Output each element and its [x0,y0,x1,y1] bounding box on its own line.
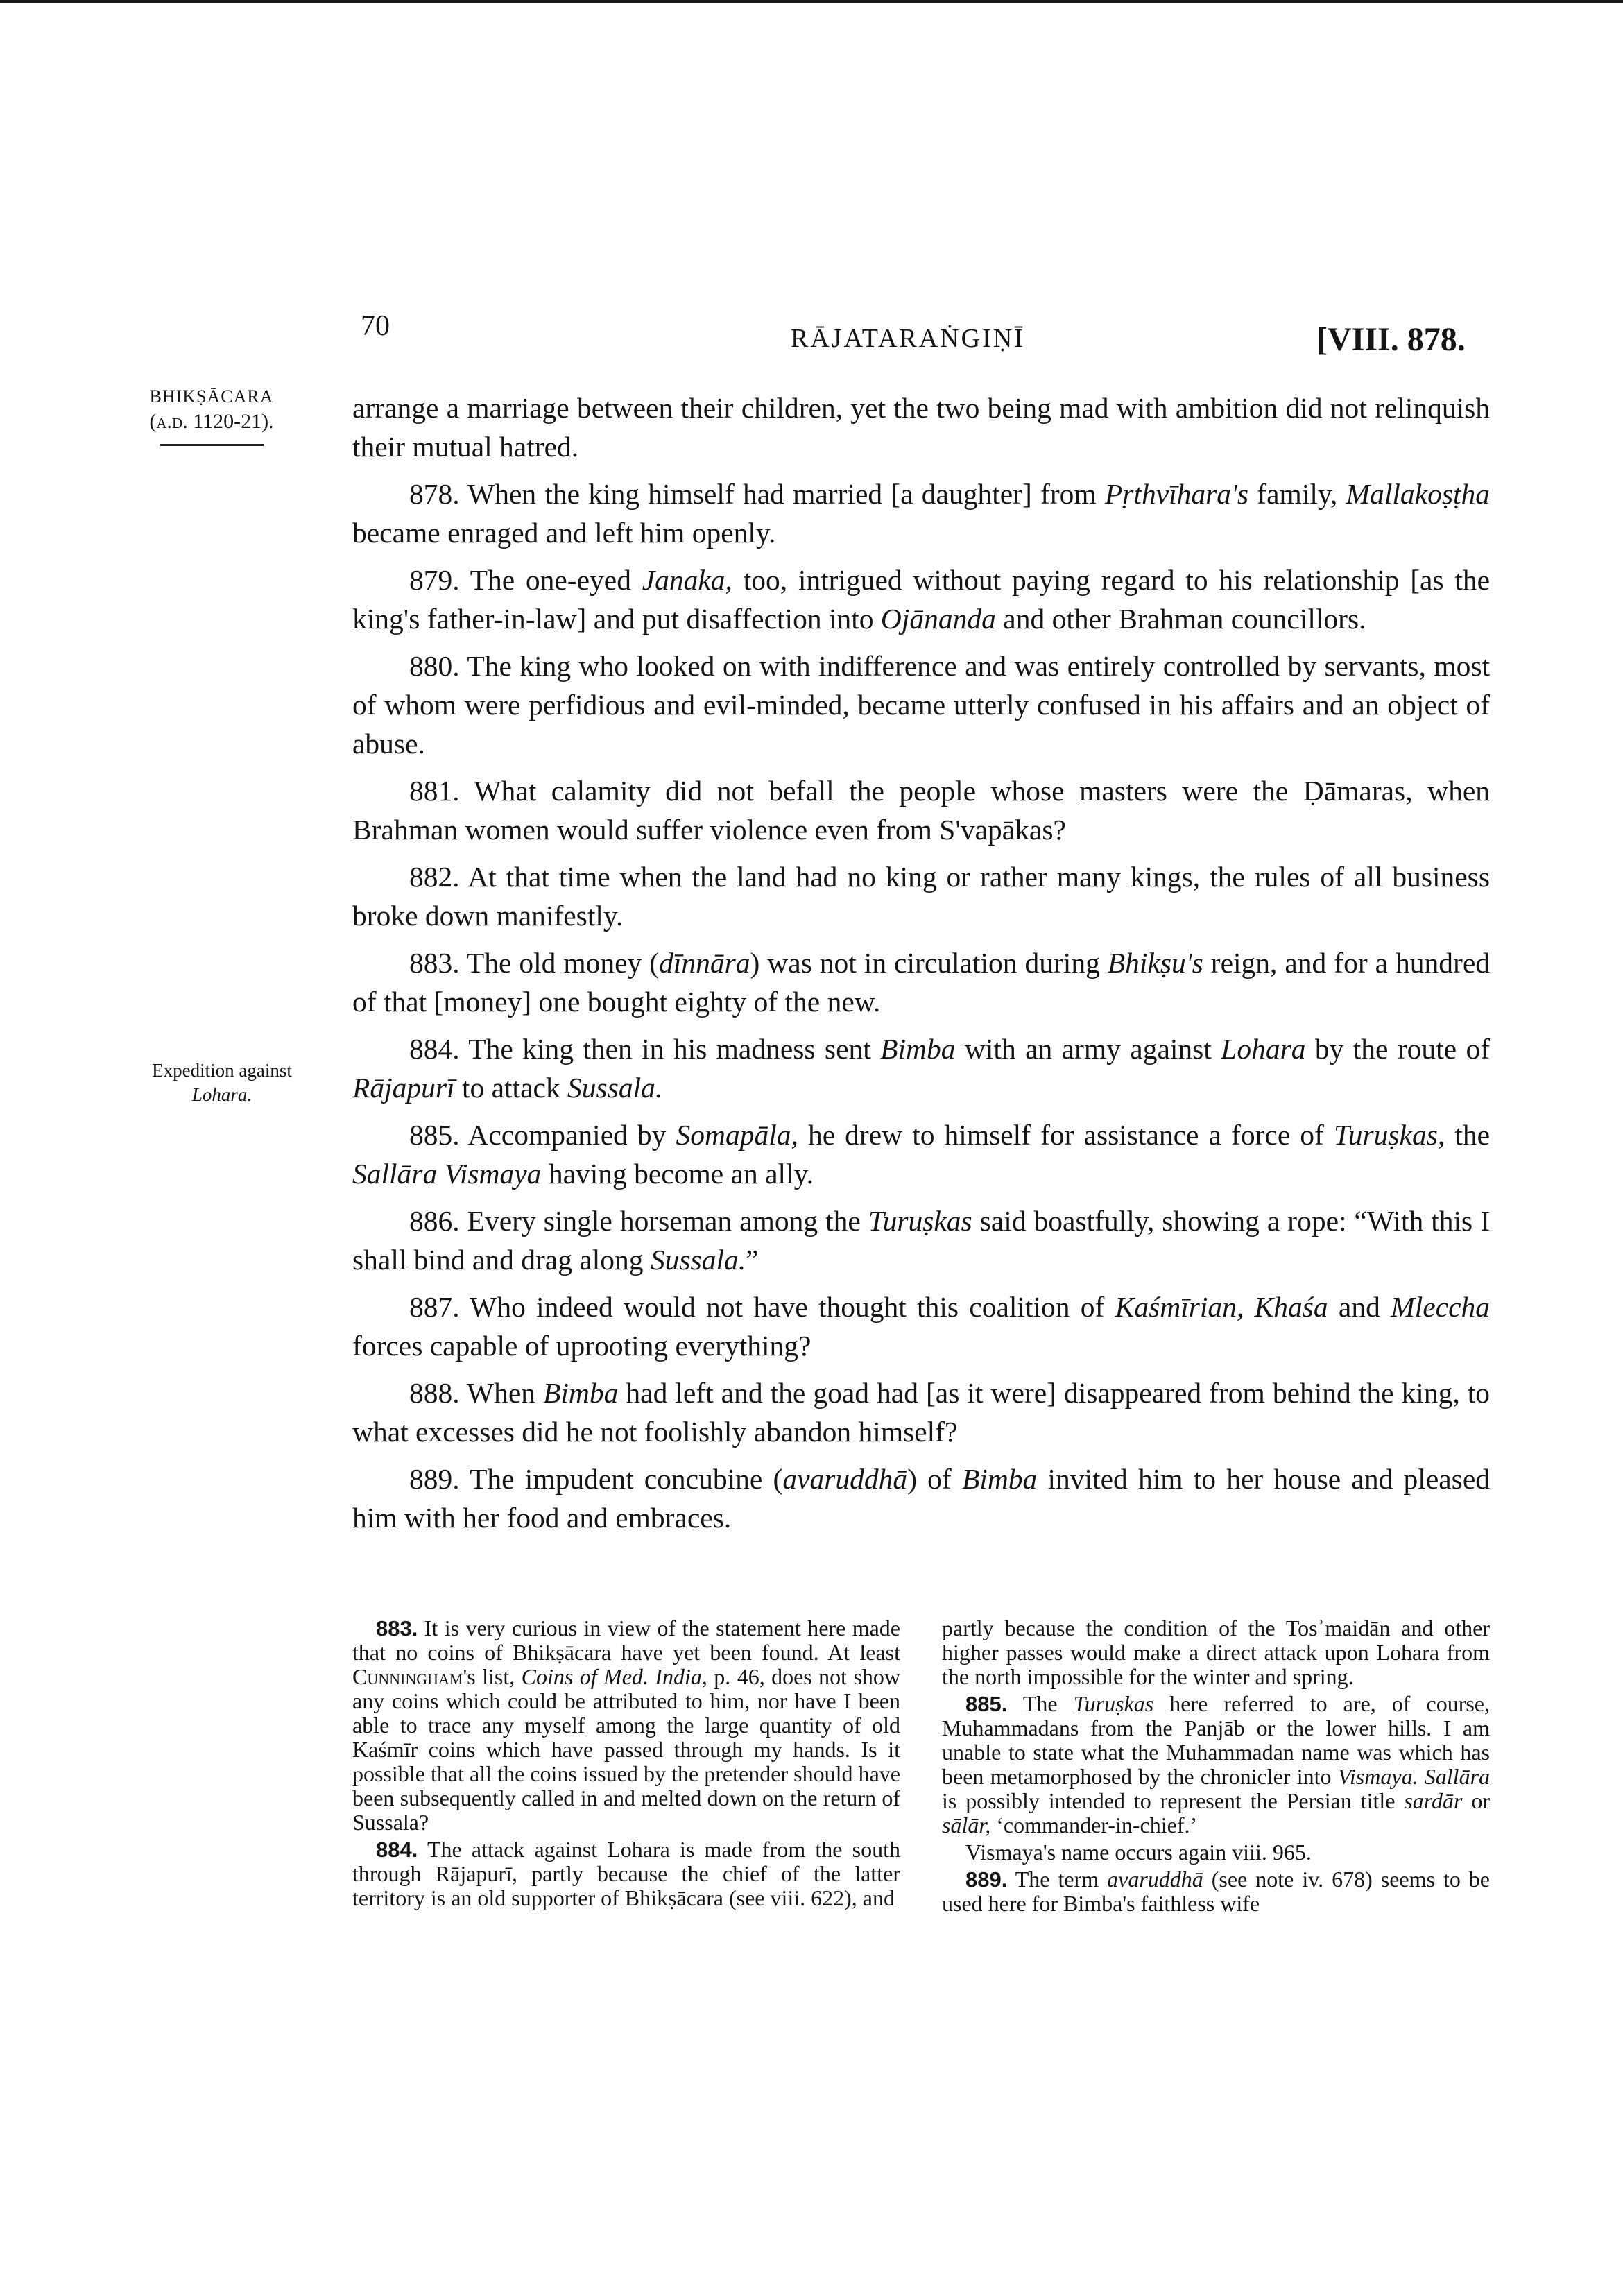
sidenote-reign-dates: (a.d. 1120-21). [149,409,274,433]
verse-text: When [466,1377,535,1409]
verse-text: The impudent concubine ( [470,1463,783,1495]
verse-name: Sussala. [567,1072,663,1104]
footnote-term: sardār [1404,1788,1463,1813]
verse-name: Bimba [961,1463,1038,1495]
footnote-885-note: Vismaya's name occurs again viii. 965. [965,1840,1312,1865]
footnote-term: Turuṣkas [1073,1691,1154,1716]
verse-name: Bimba [543,1377,619,1409]
verse-number: 882. [409,861,460,893]
verse-number: 883. [409,947,460,979]
footnotes-right-column [942,1616,1490,1919]
footnote-number: 889. [965,1867,1008,1892]
verse-number: 884. [409,1033,460,1065]
footnote-text: p. 46, does not show any coins which could be attributed to him, nor have I been able to trace any myself among the large quantity of old Kaśmīr coins which have passed through my hands. Is it possible that all the coins issued by the pretender should have been subsequently called in and melted down on the return of Sussala? [352,1664,901,1835]
verse-term: avaruddhā [782,1463,908,1495]
sidenote-reign-name: BHIKṢĀCARA [149,386,274,406]
footnote-889 [942,1867,1490,1916]
footnote-number: 883. [376,1616,418,1640]
section-reference: [VIII. 878. [1316,321,1466,358]
footnote-text: (see note iv. 678) seems to be used here for Bimba's faithless wife [942,1867,1491,1916]
footnote-884-continuation: partly because the condition of the Tosʾmaidān and other higher passes would make a direct attack upon Lohara from the north impossible for the winter and spring. [942,1616,1490,1689]
footnote-text: The term [1015,1867,1099,1892]
verse-877-continuation: arrange a marriage between their children, yet the two being mad with ambition did not relinquish their mutual hatred. [352,392,1490,463]
verse-text: to attack [461,1072,560,1104]
verse-text: What calamity did not befall the people whose masters were the Ḍāmaras, when Brahman women would suffer violence even from S'vapākas? [352,775,1490,846]
footnote-term: sālār, [942,1813,991,1837]
verse-text: The king who looked on with indifference and was entirely controlled by servants, most of whom were perfidious and evil-minded, became utterly confused in his affairs and an object of abuse. [352,650,1490,760]
sidenote-expedition-line1: Expedition against [152,1060,292,1081]
verse-886 [352,1201,1490,1279]
footnotes-left-column [352,1616,900,1919]
verse-name: Pṛthvīhara's [1104,478,1249,510]
verse-881 [352,771,1490,849]
verse-name: Rājapurī [352,1072,455,1104]
verse-text: The king then in his madness sent [468,1033,871,1065]
footnote-term: Vismaya. Sallāra [1337,1764,1491,1789]
verse-text: the [1454,1119,1490,1151]
verse-name: Mleccha [1391,1291,1490,1323]
verse-text: ) of [907,1463,952,1495]
verse-text: by the route of [1314,1033,1491,1065]
verse-text: said boastfully, showing a rope: “With this I shall bind and drag along [352,1205,1491,1276]
verse-text: became enraged and left him openly. [352,517,776,549]
verse-883 [352,943,1490,1021]
verse-text: At that time when the land had no king or rather many kings, the rules of all business broke down manifestly. [352,861,1490,932]
footnote-text: here referred to are, of course, Muhammadans from the Panjāb or the lower hills. I am unable to state what the Muhammadan name was which has been metamorphosed by the chronicler into [942,1691,1491,1789]
footnote-term: avaruddhā [1107,1867,1203,1892]
verse-name: Turuṣkas [868,1205,972,1237]
main-text [352,388,1490,1545]
verse-879 [352,560,1490,638]
verse-text: The old money ( [466,947,660,979]
verse-number: 887. [409,1291,460,1323]
verse-name: Janaka, [642,564,732,596]
verse-878 [352,474,1490,552]
footnote-author: Cunningham [352,1664,463,1689]
verse-name: Lohara [1221,1033,1306,1065]
verse-name: Sallāra Vismaya [352,1158,542,1190]
footnote-884 [352,1837,900,1910]
verse-name: Sussala. [650,1244,746,1276]
verse-name: Bhikṣu's [1107,947,1203,979]
verse-name: Mallakoṣṭha [1346,478,1491,510]
footnote-text: 's list, [463,1664,515,1689]
verse-text: When the king himself had married [a daughter] from [467,478,1097,510]
verse-number: 888. [409,1377,460,1409]
verse-text: with an army against [964,1033,1212,1065]
sidenote-expedition-line2: Lohara. [191,1084,252,1106]
page-number: 70 [361,310,390,342]
verse-text: ) was not in circulation during [750,947,1100,979]
verse-text: Every single horseman among the [467,1205,861,1237]
verse-text: The one-eyed [470,564,631,596]
verse-term: dīnnāra [659,947,750,979]
verse-number: 886. [409,1205,460,1237]
verse-text: and [1338,1291,1380,1323]
footnote-885 [942,1692,1490,1837]
footnote-text: It is very curious in view of the statement here made that no coins of Bhikṣācara have yet been found. At least [352,1616,901,1665]
verse-text: ” [746,1244,759,1276]
footnote-text: The attack against Lohara is made from the south through Rājapurī, partly because the chief of the latter territory is an old supporter of Bhikṣācara (see viii. 622), and [352,1837,901,1910]
verse-text: invited him to her house and pleased him with her food and embraces. [352,1463,1490,1534]
verse-text: Accompanied by [467,1119,667,1151]
verse-text: and other Brahman councillors. [1003,603,1366,635]
verse-number: 879. [409,564,460,596]
footnote-number: 884. [376,1837,418,1862]
verse-number: 878. [409,478,460,510]
verse-text: having become an ally. [548,1158,814,1190]
verse-889 [352,1459,1490,1537]
verse-number: 889. [409,1463,460,1495]
verse-text: forces capable of uprooting everything? [352,1330,812,1362]
top-border-rule [0,0,1623,3]
verse-name: Bimba [880,1033,956,1065]
verse-number: 880. [409,650,460,682]
verse-text: Who indeed would not have thought this coalition of [470,1291,1105,1323]
verse-number: 881. [409,775,460,807]
verse-text: reign, and for a hundred of that [money] one bought eighty of the new. [352,947,1490,1018]
footnote-text: is possibly intended to represent the Persian title [942,1788,1396,1813]
verse-text: he drew to himself for assistance a force of [807,1119,1324,1151]
verse-888 [352,1373,1490,1451]
verse-number: 885. [409,1119,460,1151]
footnote-text: The [1022,1691,1058,1716]
footnote-text: ‘commander-in-chief.’ [996,1813,1198,1837]
sidenote-reign [126,386,297,446]
verse-880 [352,646,1490,763]
sidenote-underline [160,444,264,446]
sidenote-expedition [126,1059,318,1107]
verse-885 [352,1115,1490,1193]
verse-name: Ojānanda [880,603,996,635]
verse-887 [352,1287,1490,1365]
verse-884 [352,1029,1490,1107]
footnote-text: or [1471,1788,1490,1813]
verse-name: Turuṣkas, [1333,1119,1445,1151]
verse-name: Kaśmīrian, Khaśa [1115,1291,1328,1323]
footnote-title: Coins of Med. India, [521,1664,707,1689]
footnote-883 [352,1616,900,1835]
running-head: RĀJATARAṄGIṆĪ [791,324,1025,353]
verse-name: Somapāla, [676,1119,798,1151]
verse-882 [352,857,1490,935]
verse-text: had left and the goad had [as it were] disappeared from behind the king, to what excesses did he not foolishly abandon himself? [352,1377,1491,1448]
verse-text: family, [1257,478,1338,510]
footnote-number: 885. [965,1692,1008,1716]
verse-text: too, intrigued without paying regard to his relationship [as the king's father-in-law] and put disaffection into [352,564,1491,635]
footnotes [352,1616,1490,1919]
